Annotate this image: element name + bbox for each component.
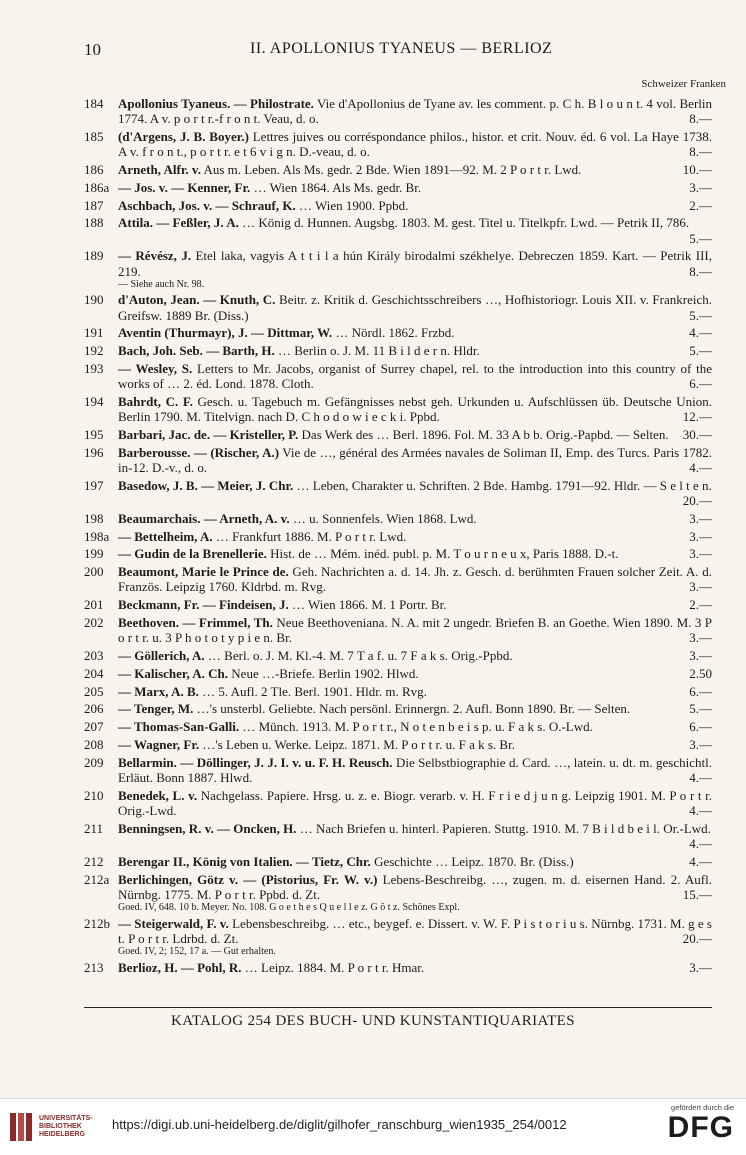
entry-price: 4.— (689, 835, 712, 851)
entry-body (118, 666, 712, 681)
entry-number: 208 (84, 736, 104, 752)
entry-author: — Bettelheim, A. (118, 528, 213, 544)
entry-price: 6.— (689, 719, 712, 735)
entry-note: Goed. IV, 648. 10 b. Meyer. No. 108. G o e t h e s Q u e l l e z. G ö t z. Schönes Expl. (118, 901, 460, 913)
entry-author: Aventin (Thurmayr), J. — Dittmar, W. (118, 325, 333, 341)
entry-body (118, 916, 712, 957)
catalog-entry (84, 511, 712, 526)
entry-body (118, 325, 712, 340)
entry-price: 4.— (689, 769, 712, 785)
entry-body (118, 684, 712, 699)
catalog-entry (84, 737, 712, 752)
entry-author: — Steigerwald, F. v. (118, 915, 229, 931)
library-name: UNIVERSITÄTS- BIBLIOTHEK HEIDELBERG (39, 1115, 93, 1138)
entry-number: 213 (84, 959, 104, 975)
entry-author: — Kalischer, A. Ch. (118, 665, 229, 681)
entry-author: Barberousse. — (Rischer, A.) (118, 444, 280, 460)
catalog-entry (84, 529, 712, 544)
entry-number: 198 (84, 510, 104, 526)
catalog-entry (84, 916, 712, 957)
entry-body (118, 872, 712, 913)
catalog-footer: KATALOG 254 DES BUCH- UND KUNSTANTIQUARIATES (171, 1013, 575, 1029)
entry-author: Basedow, J. B. — Meier, J. Chr. (118, 477, 294, 493)
entry-price: 3.— (689, 647, 712, 663)
entry-author: Benedek, L. v. (118, 787, 198, 803)
entry-body (118, 597, 712, 612)
entry-number: 194 (84, 393, 104, 409)
entry-number: 195 (84, 426, 104, 442)
funder-note: gefördert durch die (671, 1103, 734, 1112)
catalog-entry (84, 180, 712, 195)
entry-body (118, 737, 712, 752)
entry-description: … Wien 1864. Als Ms. gedr. Br. (250, 179, 422, 195)
entry-number: 185 (84, 129, 104, 144)
entry-author: Berlioz, H. — Pohl, R. (118, 959, 242, 975)
entry-author: Arneth, Alfr. v. (118, 162, 201, 177)
entry-description: …'s Leben u. Werke. Leipz. 1871. M. P o r t r. u. F a k s. Br. (199, 736, 515, 752)
entry-body (118, 960, 712, 975)
catalog-entry (84, 445, 712, 475)
entry-number: 189 (84, 248, 104, 264)
entry-description: Hist. de … Mém. inéd. publ. p. M. T o u r n e u x, Paris 1888. D.-t. (266, 546, 619, 562)
catalog-entry (84, 361, 712, 391)
entry-description: Geh. Nachrichten a. d. 14. Jh. z. Gesch. d. berühmten Frauen solcher Zeit. A. d. Französ. Leipzig 1760. Kldrbd. m. Rvg. (118, 564, 712, 595)
entry-description: Lebens-Beschreibg. …, zugen. m. d. eisernen Hand. 2. Aufl. Nürnbg. 1775. M. P o r t r. Ppbd. d. Zt. (118, 871, 712, 902)
entry-price: 3.— (689, 546, 712, 562)
entry-price: 4.— (689, 459, 712, 475)
entry-number: 212a (84, 871, 110, 887)
entry-description: Vie de …, général des Armées navales de Soliman II, Emp. des Turcs. Paris 1782. in-12. D.-v., d. o. (118, 444, 712, 475)
entry-number: 193 (84, 360, 104, 376)
entry-price: 3.— (689, 630, 712, 646)
catalog-entry (84, 292, 712, 322)
catalog-entry (84, 872, 712, 913)
catalog-entry (84, 343, 712, 358)
catalog-entry (84, 960, 712, 975)
entry-body (118, 821, 712, 851)
entry-body (118, 162, 712, 177)
entry-number: 192 (84, 343, 104, 359)
entry-price: 20.— (682, 930, 712, 946)
entry-price: 3.— (689, 736, 712, 752)
entry-author: — Gudin de la Brenellerie. (118, 546, 267, 562)
entry-body (118, 427, 712, 442)
entry-number: 199 (84, 546, 104, 562)
running-head: II. APOLLONIUS TYANEUS — BERLIOZ (250, 40, 553, 57)
entry-author: Bach, Joh. Seb. — Barth, H. (118, 343, 275, 359)
entry-body (118, 248, 712, 289)
entry-author: — Jos. v. — Kenner, Fr. (118, 179, 251, 195)
catalog-entry (84, 564, 712, 594)
entry-author: — Révész, J. (118, 248, 192, 264)
entry-description: … Wien 1900. Ppbd. (295, 197, 409, 213)
entry-price: 5.— (689, 307, 712, 323)
catalog-entry (84, 129, 712, 159)
entry-price: 5.— (689, 701, 712, 717)
catalog-entry (84, 648, 712, 663)
entry-author: Attila. — Feßler, J. A. (118, 215, 239, 231)
catalog-entry (84, 198, 712, 213)
entry-description: Das Werk des … Berl. 1896. Fol. M. 33 A b b. Orig.-Papbd. — Selten. (298, 426, 669, 442)
entry-description: Gesch. u. Tagebuch m. Gefängnisses nebst geh. Urkunden u. Aufschlüssen üb. Deutsche Union. Berlin 1790. M. Titelvign. nach D. C h o d o w i e c k i. Ppbd. (118, 393, 712, 425)
catalog-entry (84, 821, 712, 851)
entry-author: Bellarmin. — Döllinger, J. J. I. v. u. F. H. Reusch. (118, 754, 393, 770)
catalog-entry (84, 546, 712, 561)
entry-author: — Tenger, M. (118, 701, 194, 717)
entry-number: 188 (84, 215, 104, 231)
entry-number: 204 (84, 665, 104, 681)
catalog-entry (84, 719, 712, 734)
entry-body (118, 719, 712, 734)
entry-note: — Siehe auch Nr. 98. (118, 278, 205, 290)
entry-author: (d'Argens, J. B. Boyer.) (118, 129, 249, 144)
entry-number: 210 (84, 787, 104, 803)
permalink-url[interactable]: https://digi.ub.uni-heidelberg.de/diglit/gilhofer_ranschburg_wien1935_254/0012 (112, 1117, 567, 1132)
entry-price: 3.— (689, 579, 712, 595)
entry-price: 15.— (682, 886, 712, 902)
entry-description: Aus m. Leben. Als Ms. gedr. 2 Bde. Wien 1891—92. M. 2 P o r t r. Lwd. (200, 162, 582, 177)
entry-number: 191 (84, 325, 104, 341)
entry-description: Neue …-Briefe. Berlin 1902. Hlwd. (228, 665, 419, 681)
entry-author: — Thomas-San-Galli. (118, 719, 240, 735)
entry-body (118, 755, 712, 785)
entry-description: … Frankfurt 1886. M. P o r t r. Lwd. (212, 528, 407, 544)
entry-body (118, 529, 712, 544)
entry-description: … Münch. 1913. M. P o r t r., N o t e n b e i s p. u. F a k s. O.-Lwd. (239, 719, 593, 735)
catalog-entry (84, 755, 712, 785)
entry-list (84, 96, 712, 977)
entry-price: 12.— (682, 409, 712, 425)
currency-label: Schweizer Franken (641, 78, 726, 90)
entry-description: Neue Beethoveniana. N. A. mit 2 ungedr. Briefen B. an Goethe. Wien 1890. M. 3 P o r t r. u. 3 P h o t o t y p i e n. Br. (118, 614, 712, 646)
entry-author: — Wagner, Fr. (118, 736, 200, 752)
catalog-entry (84, 684, 712, 699)
entry-number: 207 (84, 719, 104, 735)
entry-description: … Berl. o. J. M. Kl.-4. M. 7 T a f. u. 7 F a k s. Orig.-Ppbd. (204, 647, 513, 663)
catalog-entry (84, 788, 712, 818)
entry-author: Bahrdt, C. F. (118, 393, 193, 409)
entry-number: 212 (84, 853, 104, 869)
catalog-entry (84, 427, 712, 442)
entry-price: 2.50 (689, 665, 712, 681)
entry-price: 2.— (689, 197, 712, 213)
entry-body (118, 215, 712, 245)
entry-number: 187 (84, 197, 104, 213)
library-crest-icon (8, 1109, 34, 1145)
entry-description: Nachgelass. Papiere. Hrsg. u. z. e. Biogr. verarb. v. H. F r i e d j u n g. Leipzig 1901. M. P o r t r. Orig.-Lwd. (118, 787, 713, 818)
catalog-entry (84, 325, 712, 340)
entry-author: Beaumarchais. — Arneth, A. v. (118, 510, 290, 526)
entry-number: 186 (84, 162, 104, 177)
entry-body (118, 615, 712, 645)
footer-rule (84, 1007, 712, 1008)
entry-body (118, 564, 712, 594)
entry-author: Aschbach, Jos. v. — Schrauf, K. (118, 197, 296, 213)
entry-price: 6.— (689, 376, 712, 392)
dfg-logo-text: DFG (667, 1111, 734, 1144)
entry-number: 202 (84, 614, 104, 630)
entry-body (118, 129, 712, 159)
entry-author: Beethoven. — Frimmel, Th. (118, 614, 273, 630)
entry-body (118, 180, 712, 195)
entry-number: 211 (84, 820, 104, 836)
entry-number: 212b (84, 915, 110, 931)
entry-body (118, 292, 712, 322)
viewer-bottom-bar (0, 1098, 746, 1155)
entry-note: Goed. IV, 2; 152, 17 a. — Gut erhalten. (118, 945, 276, 957)
entry-author: Benningsen, R. v. — Oncken, H. (118, 820, 297, 836)
funder-logo[interactable] (668, 1103, 734, 1144)
entry-author: Apollonius Tyaneus. — Philostrate. (118, 96, 314, 111)
entry-author: Barbari, Jac. de. — Kristeller, P. (118, 426, 299, 442)
entry-description: Etel laka, vagyis A t t i l a hún Király birodalmi székhelye. Debreczen 1859. Kart. — Petrik III, 219. (118, 248, 712, 279)
entry-body (118, 445, 712, 475)
entry-price: 5.— (689, 230, 712, 246)
entry-price: 3.— (689, 510, 712, 526)
entry-body (118, 788, 712, 818)
entry-price: 8.— (689, 111, 712, 127)
entry-description: …'s unsterbl. Geliebte. Nach persönl. Erinnergn. 2. Aufl. Bonn 1890. Br. — Selten. (193, 701, 631, 717)
entry-description: … Wien 1866. M. 1 Portr. Br. (288, 597, 447, 613)
entry-body (118, 198, 712, 213)
entry-body (118, 343, 712, 358)
catalog-entry (84, 478, 712, 508)
entry-price: 20.— (682, 492, 712, 508)
entry-description: Die Selbstbiographie d. Card. …, latein. u. dt. m. geschichtl. Erläut. Bonn 1887. Hlwd. (118, 754, 712, 785)
catalog-entry (84, 215, 712, 245)
catalog-entry (84, 854, 712, 869)
entry-author: — Marx, A. B. (118, 683, 199, 699)
entry-body (118, 96, 712, 126)
catalog-entry (84, 248, 712, 289)
entry-body (118, 546, 712, 561)
entry-description: … Leipz. 1884. M. P o r t r. Hmar. (241, 959, 425, 975)
entry-price: 6.— (689, 683, 712, 699)
entry-number: 200 (84, 564, 104, 580)
entry-author: Beaumont, Marie le Prince de. (118, 564, 289, 580)
entry-author: — Wesley, S. (118, 360, 193, 376)
entry-price: 3.— (689, 528, 712, 544)
entry-body (118, 648, 712, 663)
entry-number: 206 (84, 701, 104, 717)
entry-price: 3.— (689, 179, 712, 195)
entry-price: 4.— (689, 325, 712, 341)
entry-author: d'Auton, Jean. — Knuth, C. (118, 292, 276, 308)
entry-author: Berlichingen, Götz v. — (Pistorius, Fr. W. v.) (118, 871, 378, 887)
entry-number: 196 (84, 444, 104, 460)
entry-author: Beckmann, Fr. — Findeisen, J. (118, 597, 289, 613)
entry-price: 4.— (689, 853, 712, 869)
entry-description: … Berlin o. J. M. 11 B i l d e r n. Hldr. (274, 343, 480, 359)
entry-price: 8.— (689, 144, 712, 160)
entry-body (118, 478, 712, 508)
catalog-entry (84, 666, 712, 681)
entry-number: 209 (84, 754, 104, 770)
entry-number: 184 (84, 96, 104, 111)
entry-price: 30.— (682, 426, 712, 442)
catalog-entry (84, 96, 712, 126)
entry-description: Beitr. z. Kritik d. Geschichtsschreibers …, Hofhistoriogr. Louis XII. v. Frankreich. Greifsw. 1889 Br. (Diss.) (118, 292, 712, 323)
entry-number: 197 (84, 477, 104, 493)
catalog-entry (84, 394, 712, 424)
entry-number: 201 (84, 597, 104, 613)
page-number: 10 (84, 40, 101, 59)
entry-number: 205 (84, 683, 104, 699)
library-logo[interactable] (8, 1109, 99, 1145)
catalog-entry (84, 162, 712, 177)
entry-author: — Göllerich, A. (118, 647, 205, 663)
entry-description: … u. Sonnenfels. Wien 1868. Lwd. (289, 510, 477, 526)
entry-description: … 5. Aufl. 2 Tle. Berl. 1901. Hldr. m. Rvg. (198, 683, 427, 699)
entry-number: 198a (84, 528, 110, 544)
entry-description: … Leben, Charakter u. Schriften. 2 Bde. Hambg. 1791—92. Hldr. — S e l t e n. (293, 477, 712, 493)
entry-price: 8.— (689, 263, 712, 279)
entry-description: Vie d'Apollonius de Tyane av. les comment. p. C h. B l o u n t. 4 vol. Berlin 1774. A v. p o r t r.-f r o n t. Veau, d. o. (118, 96, 712, 127)
entry-body (118, 701, 712, 716)
entry-price: 4.— (689, 802, 712, 818)
catalog-entry (84, 701, 712, 716)
entry-body (118, 511, 712, 526)
entry-number: 190 (84, 292, 104, 308)
entry-number: 203 (84, 647, 104, 663)
entry-price: 2.— (689, 597, 712, 613)
entry-description: … König d. Hunnen. Augsbg. 1803. M. gest. Titel u. Titelkpfr. Lwd. — Petrik II, 786. (238, 215, 690, 231)
entry-description: Letters to Mr. Jacobs, organist of Surrey chapel, rel. to the introduction into this country of the works of … 2. éd. Lond. 1878. Cloth. (118, 360, 712, 392)
entry-price: 3.— (689, 959, 712, 975)
catalog-entry (84, 615, 712, 645)
entry-description: … Nördl. 1862. Frzbd. (332, 325, 455, 341)
entry-description: Lebensbeschreibg. … etc., beygef. e. Dissert. v. W. F. P i s t o r i u s. Nürnbg. 1731. M. g e s t. P o r t r. Ldrbd. d. Zt. (118, 915, 712, 946)
entry-body (118, 854, 712, 869)
entry-description: Geschichte … Leipz. 1870. Br. (Diss.) (370, 853, 574, 869)
entry-price: 5.— (689, 343, 712, 359)
entry-description: Lettres juives ou corréspondance philos., histor. et crit. Nouv. éd. 6 vol. La Haye 1738. A v. f r o n t., p o r t r. e t 6 v i g n. D.-veau, d. o. (118, 129, 713, 160)
catalog-entry (84, 597, 712, 612)
entry-description: … Nach Briefen u. hinterl. Papieren. Stuttg. 1910. M. 7 B i l d b e i l. Or.-Lwd. (296, 820, 711, 836)
entry-number: 186a (84, 179, 110, 195)
entry-body (118, 394, 712, 424)
entry-price: 10.— (682, 162, 712, 177)
entry-author: Berengar II., König von Italien. — Tietz, Chr. (118, 853, 371, 869)
entry-body (118, 361, 712, 391)
